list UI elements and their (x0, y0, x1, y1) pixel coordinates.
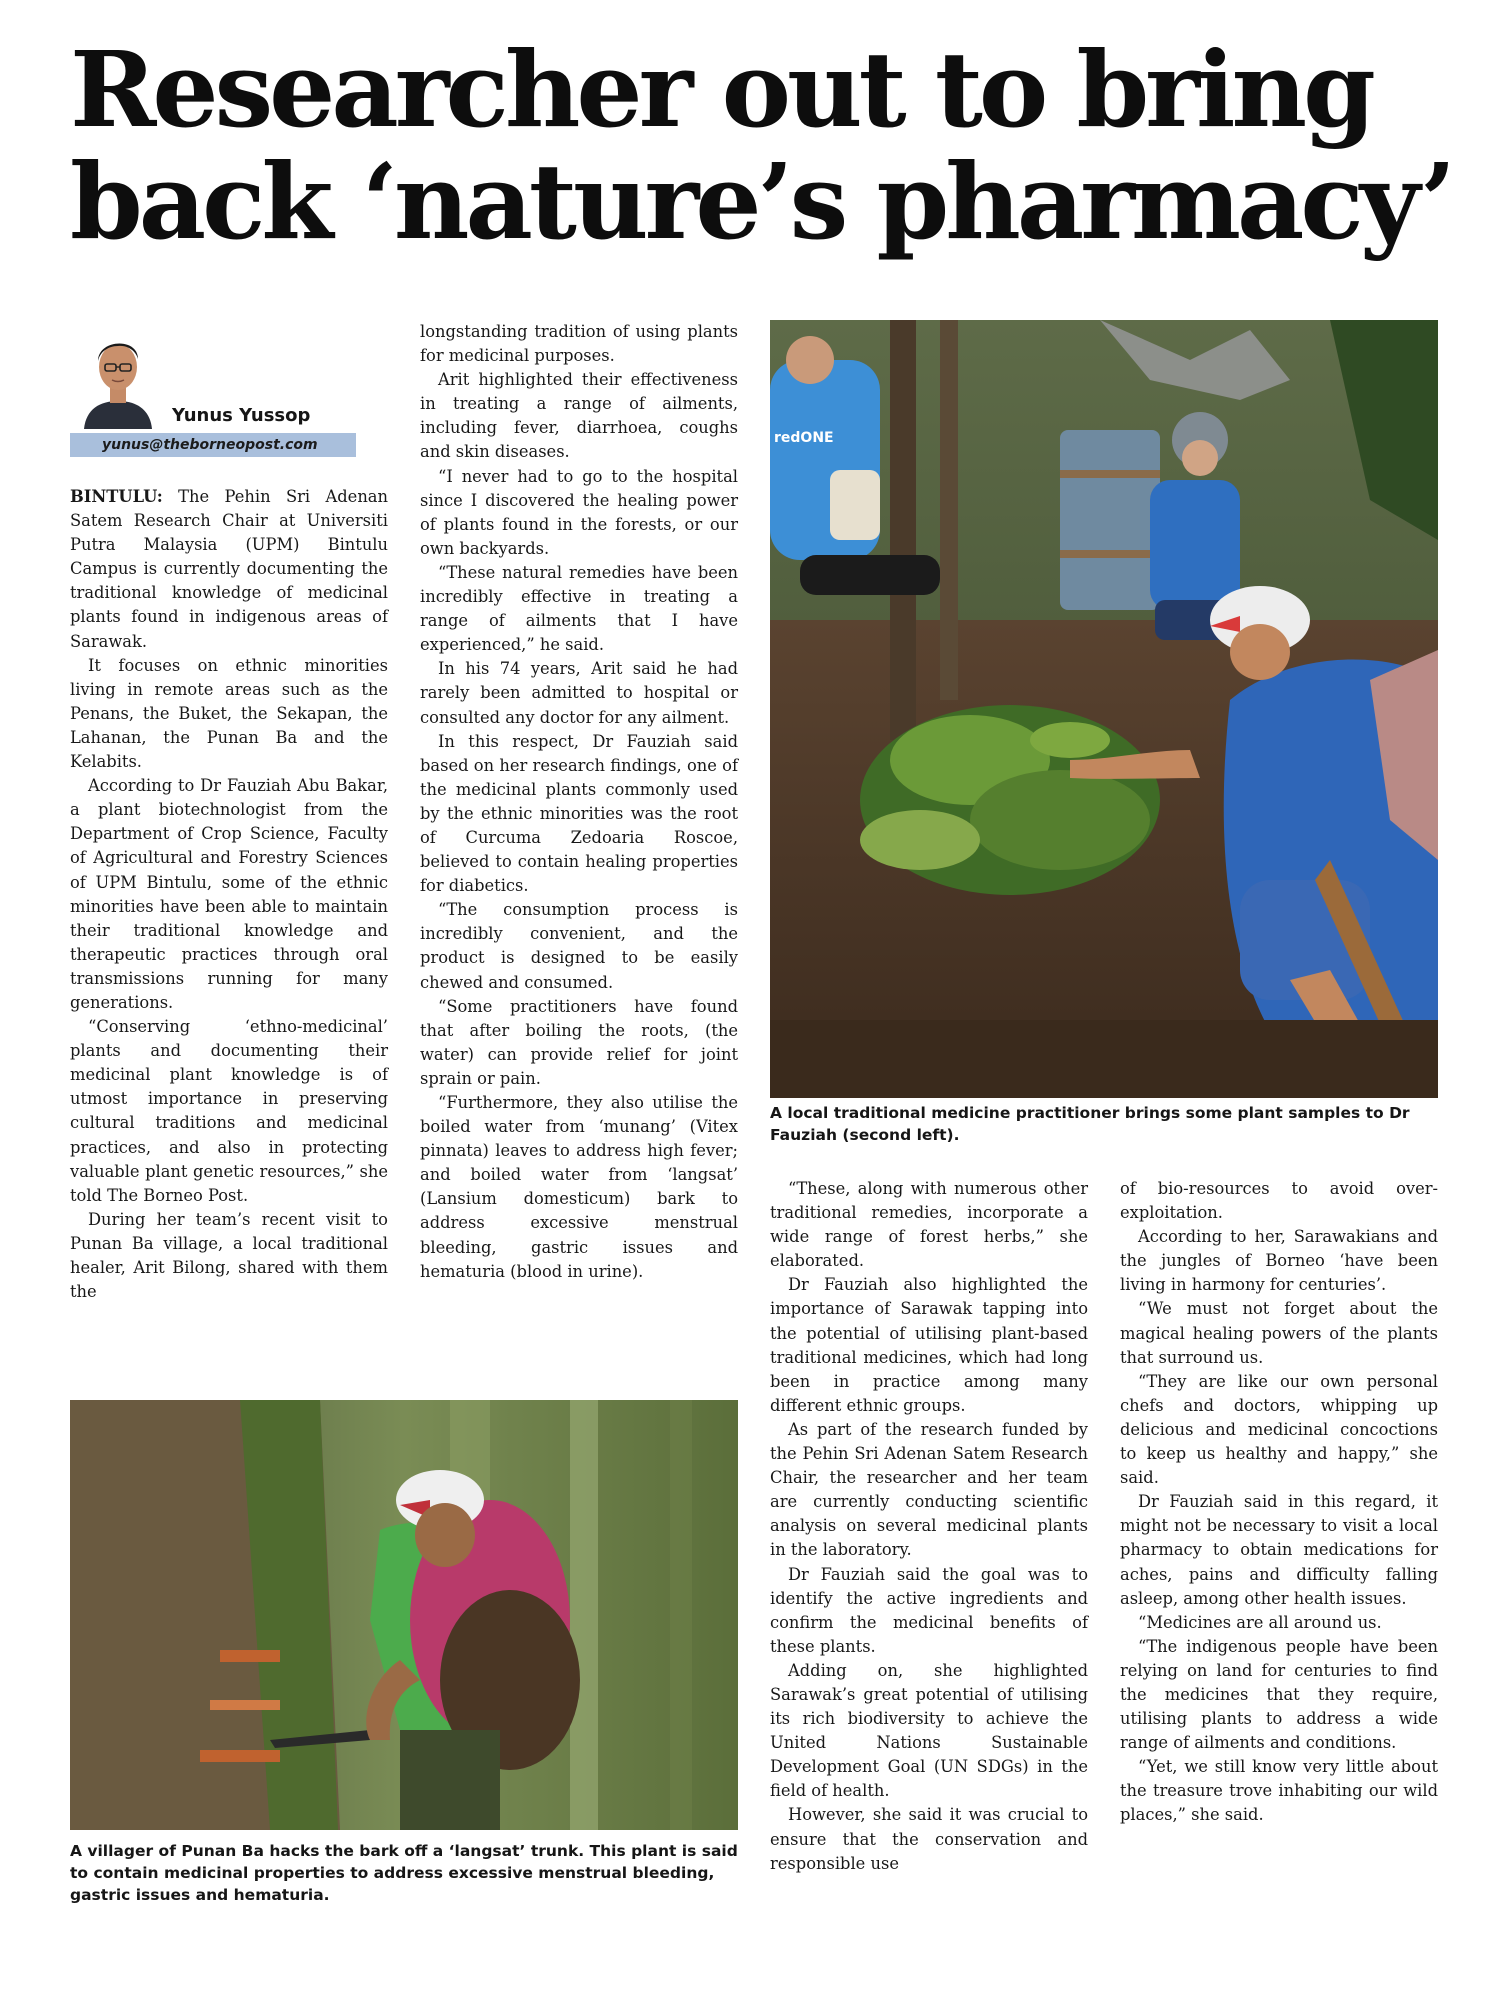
article-paragraph: Arit highlighted their effectiveness in treating a range of ailments, including fever, diarrhoea, coughs and skin diseases. (420, 370, 738, 462)
article-paragraph: As part of the research funded by the Pehin Sri Adenan Satem Research Chair, the researcher and her team are currently conducting scientific analysis on several medicinal plants in the laboratory. (770, 1419, 1088, 1560)
shirt-print: redONE (774, 430, 834, 446)
article-paragraph: However, she said it was crucial to ensure that the conservation and responsible use (770, 1805, 1088, 1873)
article-paragraph: “Conserving ‘ethno-medicinal’ plants and documenting their medicinal plant knowledge is of utmost importance in preserving cultural traditions and medicinal practices, and also in protecting valuable plant genetic resources,” she told The Borneo Post. (70, 1017, 388, 1205)
article-paragraph: In this respect, Dr Fauziah said based on her research findings, one of the medicinal plants commonly used by the ethnic minorities was the root of Curcuma Zedoaria Roscoe, believed to contain healing properties for diabetics. (420, 731, 738, 896)
photo-villager-hacking-bark (70, 1400, 738, 1830)
article-paragraph: “These natural remedies have been incredibly effective in treating a range of ailments that I have experienced,” he said. (420, 562, 738, 655)
article-paragraph: “The consumption process is incredibly convenient, and the product is designed to be easily chewed and consumed. (420, 900, 738, 992)
article-paragraph: Dr Fauziah said the goal was to identify the active ingredients and confirm the medicinal benefits of these plants. (770, 1564, 1088, 1656)
headline-line-2: back ‘nature’s pharmacy’ (70, 140, 1453, 263)
article-column-3 (770, 1177, 1088, 1876)
article-paragraph: Dr Fauziah said in this regard, it might not be necessary to visit a local pharmacy to obtain medications for aches, pains and difficulty falling asleep, among other health issues. (1120, 1492, 1438, 1608)
dateline: BINTULU: (70, 487, 163, 506)
article-paragraph: “We must not forget about the magical healing powers of the plants that surround us. (1120, 1299, 1438, 1367)
article-paragraph: “These, along with numerous other traditional remedies, incorporate a wide range of forest herbs,” she elaborated. (770, 1179, 1088, 1271)
headline-line-1: Researcher out to bring (70, 28, 1372, 151)
headline (70, 28, 1453, 263)
author-name: Yunus Yussop (172, 405, 311, 426)
article-paragraph: “Some practitioners have found that after boiling the roots, (the water) can provide relief for joint sprain or pain. (420, 996, 738, 1088)
article-column-2 (420, 320, 738, 1284)
article-column-4 (1120, 1177, 1438, 1828)
article-paragraph: “Furthermore, they also utilise the boiled water from ‘munang’ (Vitex pinnata) leaves to address high fever; and boiled water from ‘langsat’ (Lansium domesticum) bark to address excessive menstrual bleeding, gastric issues and hematuria (blood in urine). (420, 1093, 738, 1281)
photo-practitioner-illustration (770, 320, 1438, 1098)
author-email: yunus@theborneopost.com (70, 433, 356, 457)
article-paragraph: In his 74 years, Arit said he had rarely been admitted to hospital or consulted any doctor for any ailment. (420, 659, 738, 727)
article-paragraph: Adding on, she highlighted Sarawak’s great potential of utilising its rich biodiversity to achieve the United Nations Sustainable Development Goal (UN SDGs) in the field of health. (770, 1660, 1088, 1801)
photo-practitioner-with-plants (770, 320, 1438, 1098)
photo-caption-2: A villager of Punan Ba hacks the bark off a ‘langsat’ trunk. This plant is said to contain medicinal properties to address excessive menstrual bleeding, gastric issues and hematuria. (70, 1842, 738, 1904)
article-paragraph: Dr Fauziah also highlighted the importance of Sarawak tapping into the potential of utilising plant-based traditional medicines, which had long been in practice among many different ethnic groups. (770, 1275, 1088, 1415)
article-paragraph: During her team’s recent visit to Punan Ba village, a local traditional healer, Arit Bilong, shared with them the (70, 1209, 388, 1302)
article-paragraph: According to Dr Fauziah Abu Bakar, a plant biotechnologist from the Department of Crop Science, Faculty of Agricultural and Forestry Sciences of UPM Bintulu, some of the ethnic minorities have been able to maintain their traditional knowledge and therapeutic practices through oral transmissions running for many generations. (70, 776, 388, 1012)
article-column-1 (70, 485, 388, 1304)
article-paragraph: “The indigenous people have been relying on land for centuries to find the medicines that they require, utilising plants to address a wide range of ailments and conditions. (1120, 1636, 1438, 1753)
article-paragraph: BINTULU: The Pehin Sri Adenan Satem Research Chair at Universiti Putra Malaysia (UPM) Bintulu Campus is currently documenting the traditional knowledge of medicinal plants found in indigenous areas of Sarawak. (70, 487, 388, 651)
photo-caption-1: A local traditional medicine practitioner brings some plant samples to Dr Fauziah (second left). (770, 1104, 1410, 1144)
article-paragraph: of bio-resources to avoid over-exploitation. (1120, 1179, 1438, 1223)
article-paragraph: “I never had to go to the hospital since I discovered the healing power of plants found in the forests, or our own backyards. (420, 466, 738, 558)
article-paragraph: longstanding tradition of using plants for medicinal purposes. (420, 322, 738, 366)
article-paragraph: “They are like our own personal chefs and doctors, whipping up delicious and medicinal concoctions to keep us healthy and happy,” she said. (1120, 1371, 1438, 1488)
article-paragraph: “Yet, we still know very little about the treasure trove inhabiting our wild places,” she said. (1120, 1757, 1438, 1825)
photo-villager-illustration (70, 1400, 738, 1830)
byline (70, 325, 388, 465)
article-paragraph: According to her, Sarawakians and the jungles of Borneo ‘have been living in harmony for centuries’. (1120, 1227, 1438, 1295)
article-paragraph: “Medicines are all around us. (1138, 1612, 1382, 1632)
author-avatar (78, 325, 158, 429)
article-paragraph: It focuses on ethnic minorities living in remote areas such as the Penans, the Buket, the Sekapan, the Lahanan, the Punan Ba and the Kelabits. (70, 655, 388, 772)
